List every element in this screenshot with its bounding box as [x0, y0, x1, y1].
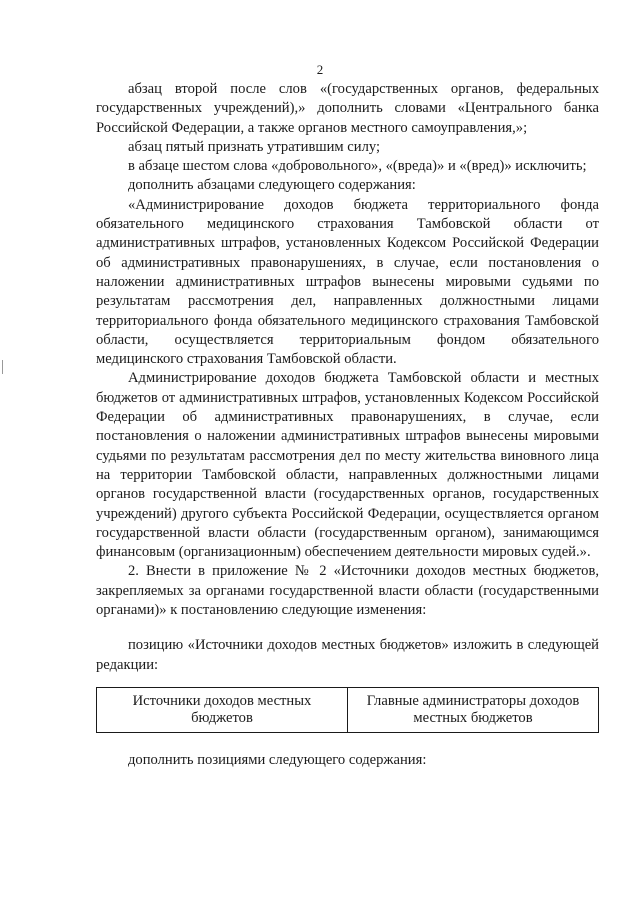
- paragraph-5: «Администрирование доходов бюджета территориального фонда обязательного медицинского страхования Тамбовской области от административных штрафов, установленных Кодексом Российской Федерации об административных правонарушениях, в случае, если постановления о наложении административных штрафов вынесены мировыми судьями по результатам рассмотрения дел, направленных должностными лицами территориального фонда обязательного медицинского страхования Тамбовской области, осуществляется территориальным фондом обязательного медицинского страхования Тамбовской области.: [96, 196, 599, 368]
- table-row: [97, 687, 599, 732]
- paragraph-2: абзац пятый признать утратившим силу;: [128, 138, 381, 155]
- paragraph-1: абзац второй после слов «(государственных органов, федеральных государственных учреждений),» дополнить словами «Центрального банка Российской Федерации, а также органов местного самоуправления,»;: [96, 81, 599, 136]
- paragraph-6: Администрирование доходов бюджета Тамбовской области и местных бюджетов от административных штрафов, установленных Кодексом Российской Федерации об административных правонарушениях, в случае, если постановления о наложении административных штрафов вынесены мировыми судьями по результатам рассмотрения дел по месту жительства виновного лица на территории Тамбовской области, направленных должностными лицами органов государственной власти (государственных органов, государственных учреждений) другого субъекта Российской Федерации, осуществляется органом государственной власти области (государственным органом), занимающимся финансовым (организационным) обеспечением деятельности мировых судей.».: [96, 370, 599, 561]
- document-body: [96, 80, 599, 770]
- paragraph-8: позицию «Источники доходов местных бюджетов» изложить в следующей редакции:: [96, 637, 599, 673]
- paragraph-3: в абзаце шестом слова «добровольного», «(вреда)» и «(вред)» исключить;: [128, 158, 587, 175]
- table-cell-administrators: Главные администраторы доходов местных бюджетов: [348, 687, 599, 732]
- paragraph-7: 2. Внести в приложение № 2 «Источники доходов местных бюджетов, закрепляемых за органами государственной власти области (государственными органами)» к постановлению следующие изменения:: [96, 563, 599, 619]
- paragraph-gap: [96, 620, 599, 636]
- page-number: 2: [316, 62, 324, 77]
- sources-table: [96, 687, 599, 733]
- table-cell-sources: Источники доходов местных бюджетов: [97, 687, 348, 732]
- closing-paragraph: дополнить позициями следующего содержания:: [128, 751, 427, 768]
- paragraph-4: дополнить абзацами следующего содержания:: [128, 177, 416, 194]
- scan-edge-mark: [2, 360, 3, 374]
